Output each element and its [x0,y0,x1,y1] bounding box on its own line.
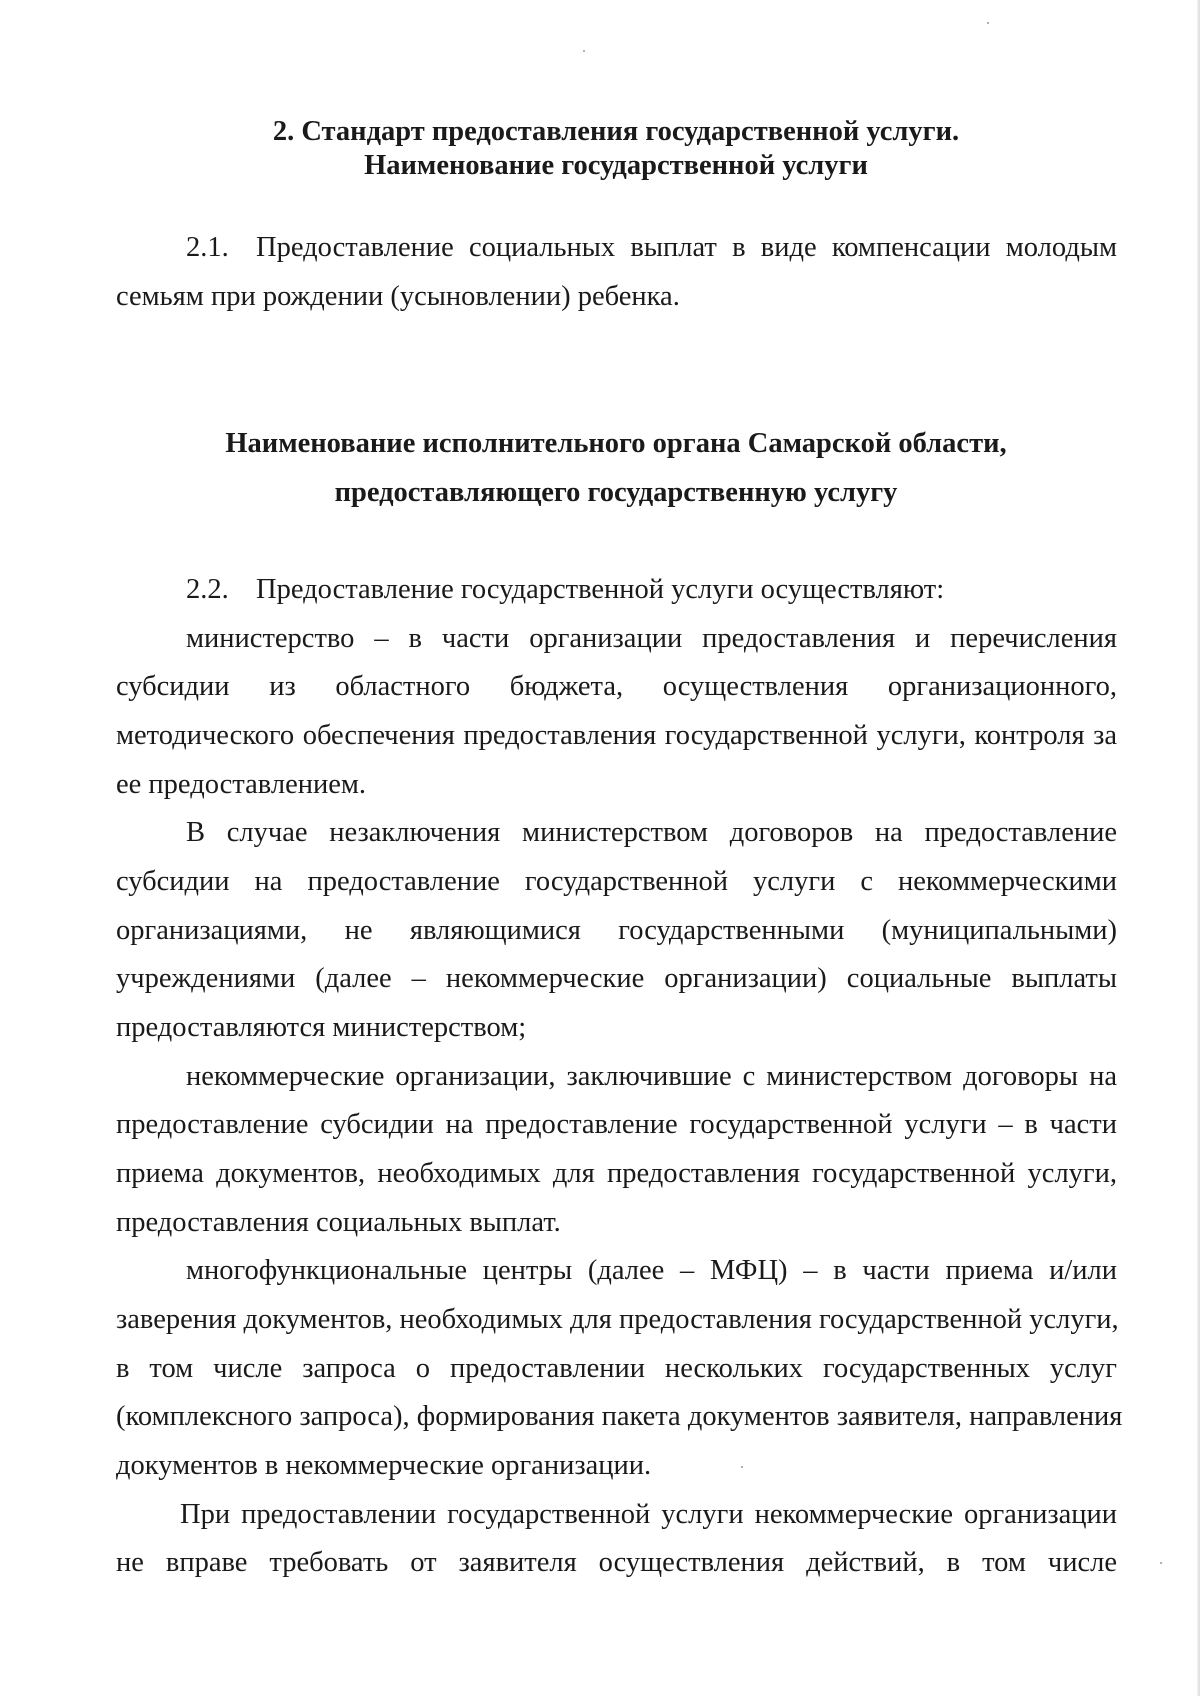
item-2-2-intro-line [186,573,1117,607]
subsection-title-line-1: Наименование исполнительного органа Самарской области, [225,428,1007,459]
p3-line-4: предоставления социальных выплат. [116,1207,561,1238]
item-2-1-number: 2.1. [186,232,229,263]
item-2-1-line-1 [186,231,1117,265]
p5-line-1: При предоставлении государственной услуги некоммерческие организации [180,1499,1117,1530]
p1-line-4: ее предоставлением. [116,769,367,800]
p1-line-1: министерство – в части организации предоставления и перечисления [186,623,1117,654]
p3-line-2: предоставление субсидии на предоставление государственной услуги – в части [116,1109,1117,1140]
p4-line-3: в том числе запроса о предоставлении нескольких государственных услуг [116,1353,1117,1384]
p4-line-5: документов в некоммерческие организации. [116,1450,652,1481]
p2-line-2: субсидии на предоставление государственной услуги с некоммерческими [116,866,1117,897]
subsection-title-line-2: предоставляющего государственную услугу [334,477,898,508]
section-title-line-1: 2. Стандарт предоставления государственной услуги. [272,116,960,147]
scan-speck [987,22,989,24]
section-title-line-2: Наименование государственной услуги [364,150,868,181]
p3-line-1: некоммерческие организации, заключившие с министерством договоры на [186,1061,1117,1092]
p2-line-3: организациями, не являющимися государственными (муниципальными) [116,915,1117,946]
p1-line-2: субсидии из областного бюджета, осуществления организационного, [116,671,1117,702]
p4-line-1: многофункциональные центры (далее – МФЦ) – в части приема и/или [186,1255,1117,1286]
p2-line-4: учреждениями (далее – некоммерческие организации) социальные выплаты [116,963,1117,994]
item-2-1-line-2: семьям при рождении (усыновлении) ребенка. [116,281,680,312]
p2-line-1: В случае незаключения министерством договоров на предоставление [186,817,1117,848]
scan-speck [741,1466,743,1468]
item-2-2-intro: Предоставление государственной услуги осуществляют: [256,574,945,605]
p1-line-3: методического обеспечения предоставления государственной услуги, контроля за [116,720,1117,751]
item-2-1-text: Предоставление социальных выплат в виде компенсации молодым [256,232,1117,263]
scan-speck [1160,1562,1162,1564]
p3-line-3: приема документов, необходимых для предоставления государственной услуги, [116,1158,1117,1189]
p4-line-4: (комплексного запроса), формирования пакета документов заявителя, направления [116,1401,1123,1432]
p2-line-5: предоставляются министерством; [116,1012,527,1043]
p5-line-2: не вправе требовать от заявителя осуществления действий, в том числе [116,1547,1117,1578]
item-2-2-number: 2.2. [186,574,229,605]
scan-speck [583,50,585,52]
p4-line-2: заверения документов, необходимых для предоставления государственной услуги, [116,1304,1119,1335]
